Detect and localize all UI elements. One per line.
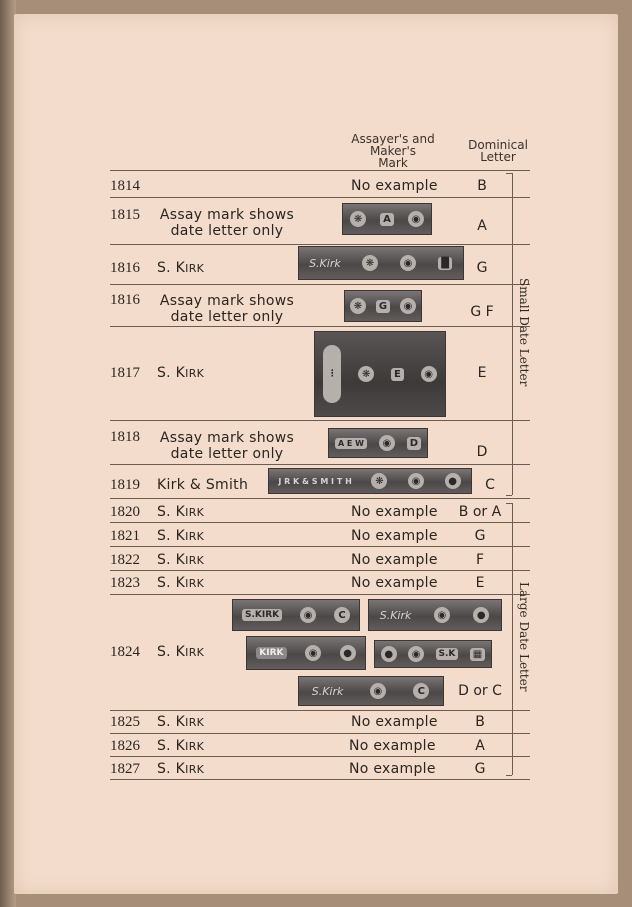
no-example-1826: No example <box>349 738 436 754</box>
year-1814: 1814 <box>110 178 140 194</box>
brace-large <box>512 503 513 775</box>
maker-rest: IRK <box>185 763 205 776</box>
dominical-letter-1823: E <box>475 575 485 591</box>
maker-name-1819: Kirk & Smith <box>157 477 249 493</box>
dominical-letter-1820: B or A <box>458 504 502 520</box>
maker-initial: S. K <box>157 644 186 660</box>
year-1824: 1824 <box>110 644 140 660</box>
eagle-mark: ◉ <box>379 435 395 451</box>
assay-note-line-1: Assay mark shows <box>159 293 295 309</box>
year-1816-assay: 1816 <box>110 292 140 308</box>
no-example-1825: No example <box>351 714 438 730</box>
row-rule <box>110 498 530 499</box>
assayer-initials-mark: A E W <box>335 438 367 449</box>
year-1817: 1817 <box>110 365 140 381</box>
assay-note-line-1: Assay mark shows <box>159 207 295 223</box>
hallmark-stamp-1816-assay <box>344 290 422 322</box>
hallmark-stamp-1824-b <box>368 599 502 631</box>
maker-rest: IRK <box>185 716 205 729</box>
row-rule <box>110 522 530 523</box>
year-1819: 1819 <box>110 477 140 493</box>
dominical-letter-1825: B <box>475 714 485 730</box>
eagle-mark: ◉ <box>400 298 416 314</box>
row-rule <box>110 244 530 245</box>
date-letter-mark: C <box>334 607 350 623</box>
date-letter-mark: █ <box>438 257 452 270</box>
dominical-letter-1816: G <box>476 260 488 276</box>
hallmark-stamp-1816-kirk <box>298 246 464 280</box>
maker-mark-text: S.Kirk <box>309 256 341 270</box>
dominical-letter-1818: D <box>476 444 488 460</box>
date-letter-mark: ● <box>381 646 397 662</box>
maker-name-1822 <box>157 552 204 569</box>
hallmark-stamp-1824-d <box>374 640 492 668</box>
row-rule <box>110 284 530 285</box>
table-bottom-rule <box>110 779 530 780</box>
assay-note-1815 <box>157 207 297 239</box>
pseudo-mark: ▦ <box>470 648 485 661</box>
year-1820: 1820 <box>110 504 140 520</box>
maker-initial: S. K <box>157 714 186 730</box>
year-1825: 1825 <box>110 714 140 730</box>
dominical-letter-1821: G <box>474 528 486 544</box>
assay-note-line-2: date letter only <box>170 223 284 239</box>
maker-name-1825 <box>157 714 204 731</box>
assay-note-line-2: date letter only <box>170 309 284 325</box>
maker-name-1824 <box>157 644 204 661</box>
maker-rest: IRK <box>185 577 205 590</box>
date-letter-mark: E <box>391 368 404 381</box>
assay-note-line-1: Assay mark shows <box>159 430 295 446</box>
maker-name-1823 <box>157 575 204 592</box>
date-letter-mark: ● <box>340 645 356 661</box>
maker-mark-text: S.Kirk <box>379 608 412 622</box>
maker-name-1817 <box>157 365 204 382</box>
assay-note-line-2: date letter only <box>170 446 284 462</box>
maker-initial: S. K <box>157 738 186 754</box>
row-rule <box>110 733 530 734</box>
date-letter-mark: C <box>413 683 429 699</box>
year-1815: 1815 <box>110 207 140 223</box>
maker-rest: IRK <box>185 530 205 543</box>
eagle-mark: ◉ <box>434 607 450 623</box>
maker-rest: IRK <box>185 740 205 753</box>
hallmark-stamp-1819 <box>268 468 472 494</box>
eagle-mark: ◉ <box>408 646 424 662</box>
maker-initial: S. K <box>157 552 186 568</box>
maker-initial: S. K <box>157 260 186 276</box>
row-rule <box>110 710 530 711</box>
maker-rest: IRK <box>185 367 205 380</box>
small-date-letter-label: Small Date Letter <box>517 278 531 387</box>
maker-rest: IRK <box>185 646 205 659</box>
leopard-head-mark: ❋ <box>362 255 378 271</box>
row-rule <box>110 546 530 547</box>
assay-header-line-1: Assayer's and <box>351 132 435 146</box>
maker-mark-text: S.K <box>436 648 459 660</box>
row-rule <box>110 464 530 465</box>
year-1821: 1821 <box>110 528 140 544</box>
no-example-1814: No example <box>351 178 438 194</box>
dominical-letter-1815: A <box>477 218 487 234</box>
dominical-header-line-1: Dominical <box>468 138 528 152</box>
row-rule <box>110 197 530 198</box>
row-rule <box>110 420 530 421</box>
row-rule <box>110 594 530 595</box>
no-example-1820: No example <box>351 504 438 520</box>
brace-small-bottom <box>506 495 512 496</box>
dominical-letter-1814: B <box>477 178 487 194</box>
assay-note-1818 <box>157 430 297 462</box>
no-example-1821: No example <box>351 528 438 544</box>
maker-initial: S. K <box>157 504 186 520</box>
assay-header-line-2: Maker's <box>369 144 417 158</box>
dominical-letter-1816-assay: G F <box>470 304 494 320</box>
eagle-mark: ◉ <box>400 255 416 271</box>
date-letter-mark: G <box>376 300 390 313</box>
maker-rest: IRK <box>185 554 205 567</box>
maker-name-1820 <box>157 504 204 521</box>
year-1827: 1827 <box>110 761 140 777</box>
hallmark-stamp-1815 <box>342 203 432 235</box>
dominical-letter-1819: C <box>485 477 495 493</box>
maker-mark-text: S.Kirk <box>311 684 344 698</box>
dominical-letter-1817: E <box>477 365 487 381</box>
dominical-letter-1826: A <box>475 738 485 754</box>
maker-initial: S. K <box>157 528 186 544</box>
large-date-letter-label: Large Date Letter <box>517 582 531 692</box>
eagle-mark: ◉ <box>408 211 424 227</box>
hallmark-stamp-1824-a <box>232 599 360 631</box>
year-1818: 1818 <box>110 429 140 445</box>
dominical-column-header <box>460 139 536 163</box>
row-rule <box>110 756 530 757</box>
maker-name-1827 <box>157 761 204 778</box>
date-letter-mark: ● <box>473 607 489 623</box>
year-1826: 1826 <box>110 738 140 754</box>
date-letter-mark: A <box>380 213 394 226</box>
eagle-mark: ◉ <box>408 473 424 489</box>
hallmark-stamp-1824-c <box>246 636 366 670</box>
no-example-1823: No example <box>351 575 438 591</box>
leopard-head-mark: ❋ <box>358 366 374 382</box>
year-1823: 1823 <box>110 575 140 591</box>
header-rule <box>110 170 530 171</box>
maker-initial: S. K <box>157 575 186 591</box>
maker-oval-mark: ⋮ <box>323 345 341 403</box>
eagle-mark: ◉ <box>421 366 437 382</box>
brace-large-bottom <box>506 775 512 776</box>
assay-column-header <box>340 133 446 169</box>
maker-rest: IRK <box>185 506 205 519</box>
no-example-1822: No example <box>351 552 438 568</box>
maker-mark-text: J R K & S M I T H <box>278 476 352 486</box>
leopard-head-mark: ❋ <box>350 298 366 314</box>
maker-rest: IRK <box>185 262 205 275</box>
maker-name-1821 <box>157 528 204 545</box>
leopard-head-mark: ❋ <box>350 211 366 227</box>
row-rule <box>110 570 530 571</box>
assay-note-1816 <box>157 293 297 325</box>
assay-header-line-3: Mark <box>378 156 408 170</box>
maker-initial: S. K <box>157 365 186 381</box>
brace-small <box>512 173 513 495</box>
hallmark-stamp-1824-e <box>298 676 444 706</box>
year-1816: 1816 <box>110 260 140 276</box>
dominical-letter-1824: D or C <box>458 683 502 699</box>
eagle-mark: ◉ <box>300 607 316 623</box>
maker-name-1816 <box>157 260 204 277</box>
eagle-mark: ◉ <box>370 683 386 699</box>
hallmark-stamp-1817 <box>314 331 446 417</box>
maker-initial: S. K <box>157 761 186 777</box>
dominical-header-line-2: Letter <box>480 150 516 164</box>
dominical-letter-1822: F <box>475 552 485 568</box>
date-letter-mark: D <box>407 437 421 450</box>
eagle-mark: ◉ <box>305 645 321 661</box>
date-letter-mark: ● <box>445 473 461 489</box>
year-1822: 1822 <box>110 552 140 568</box>
leopard-head-mark: ❋ <box>371 473 387 489</box>
hallmark-stamp-1818 <box>328 428 428 458</box>
dominical-letter-1827: G <box>474 761 486 777</box>
row-rule <box>110 326 530 327</box>
maker-name-1826 <box>157 738 204 755</box>
maker-mark-text: KIRK <box>256 647 286 659</box>
no-example-1827: No example <box>349 761 436 777</box>
maker-mark-text: S.KIRK <box>242 609 282 621</box>
